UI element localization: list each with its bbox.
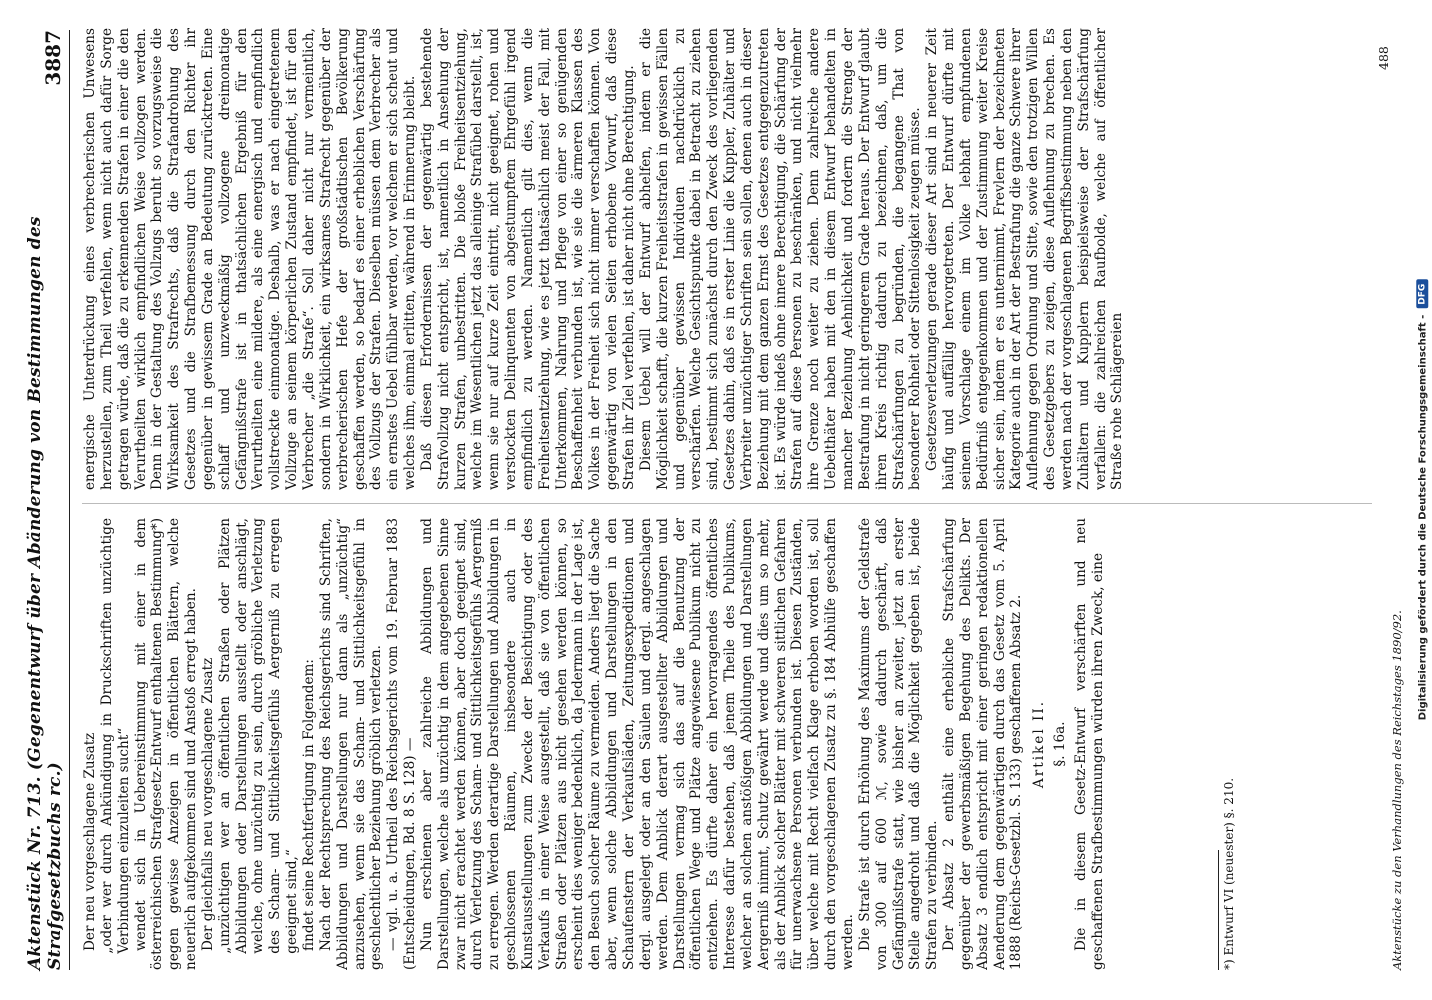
column-divider — [82, 503, 1372, 504]
running-title: Aktenstück Nr. 713. (Gegenentwurf über Abänderung von Bestimmungen des Strafgesetzbuchs rc.) — [25, 216, 65, 970]
page-number: 3887 — [41, 30, 65, 86]
left-paragraph: Der gleichfalls neu vorgeschlagene Zusatz — [199, 657, 216, 951]
left-paragraph: wendet sich in Uebereinstimmung mit einer in dem österreichischen Strafgesetz-Entwurf enthaltenen Bestimmung*) gegen gewisse Anzeigen in öffentlichen Blättern, welche neuerlich aufgekommen sind und Anstoß erregt haben. — [132, 518, 200, 970]
left-paragraph: „oder wer durch Ankündigung in Druckschriften unzüchtige Verbindungen einzuleiten sucht“ — [98, 518, 132, 954]
left-paragraph: Die in diesem Gesetz-Entwurf verschärften und neu geschaffenen Strafbestimmungen würden ihren Zweck, eine — [1072, 518, 1106, 970]
right-paragraph: energische Unterdrückung eines verbrecherischen Unwesens herzustellen, zum Theil verfehlen, wenn nicht auch dafür Sorge getragen würde, daß die zu erkennenden Strafen in einer die den Verurtheilten wirklich empfindlichen Weise vollzogen werden. Denn in der Gestaltung des Vollzugs beruht so vorzugsweise die Wirksamkeit des Strafrechts, daß die Strafandrohung des Gesetzes und die Strafbemessung durch den Richter ihr gegenüber in gewissem Grade an Bedeutung zurücktreten. Eine schlaff und unzweckmäßig vollzogene dreimonatige Gefängnißstrafe ist in thatsächlichen Ergebniß für den Verurtheilten eine mildere, als eine energisch und empfindlich vollstreckte einmonatige. Deshalb, was er nach eingetretenem Vollzuge an seinem körperlichen Zustand empfindet, ist für den Verbrecher „die Strafe“. Soll daher nicht nur vermeintlich, sondern in Wirklichkeit, ein wirksames Strafrecht gegenüber der verbrecherischen Hefe der großstädtischen Bevölkerung geschaffen werden, so bedarf es einer erheblichen Verschärfung des Vollzugs der Strafen. Dieselben müssen dem Verbrecher als ein ernstes Uebel fühlbar werden, vor welchem er sich scheut und welches ihm, einmal erlitten, während in Erinnerung bleibt. — [82, 28, 419, 490]
left-paragraph: Nun erschienen aber zahlreiche Abbildungen und Darstellungen, welche als unzüchtig in dem angegebenen Sinne zwar nicht erachtet werden können, aber doch geeignet sind, durch Verletzung des Scham- und Sittlichkeitsgefühls Aergerniß zu erregen. Werden derartige Darstellungen und Abbildungen in geschlossenen Räumen, insbesondere auch in Kunstausstellungen zum Zwecke der Besichtigung oder des Verkaufs in einer Weise ausgestellt, daß sie von öffentlichen Straßen oder Plätzen aus nicht gesehen werden können, so erscheint dies weniger bedenklich, da Jedermann in der Lage ist, den Besuch solcher Räume zu vermeiden. Anders liegt die Sache aber, wenn solche Abbildungen und Darstellungen in den Schaufenstern der Verkaufsläden, Zeitungsexpeditionen und dergl. ausgelegt oder an den Säulen und dergl. angeschlagen werden. Dem Anblick derart ausgestellter Abbildungen und Darstellungen vermag sich das auf die Benutzung der öffentlichen Wege und Plätze angewiesene Publikum nicht zu entziehen. Es dürfte daher ein hervorragendes öffentliches Interesse dafür bestehen, daß jenem Theile des Publikums, welcher an solchen anstößigen Abbildungen und Darstellungen Aergerniß nimmt, Schutz gewährt werde und dies um so mehr, als der Anblick solcher Blätter mit schweren sittlichen Gefahren für unerwachsene Personen verbunden ist. Diesen Zuständen, über welche mit Recht vielfach Klage erhoben worden ist, soll durch den vorgeschlagenen Zusatz zu §. 184 Abhülfe geschaffen werden. — [418, 518, 856, 970]
left-heading: Artikel II. — [1031, 699, 1048, 789]
left-paragraph: Der neu vorgeschlagene Zusatz — [82, 732, 98, 951]
signature-mark: 488 — [1376, 46, 1391, 70]
left-paragraph: findet seine Rechtfertigung in Folgendem: — [300, 659, 317, 951]
right-paragraph: Daß diesen Erfordernissen der gegenwärtig bestehende Strafvollzug nicht entspricht, ist, namentlich in Ansehung der kurzen Strafen, unbestritten. Die bloße Freiheitsentziehung, welche im Wesentlichen jetzt das alleinige Strafübel darstellt, ist, wenn sie nur auf kurze Zeit eintritt, nicht geeignet, rohen und verstockten Delinquenten von abgestumpftem Ehrgefühl irgend empfindlich zu werden. Namentlich gilt dies, wenn die Freiheitsentziehung, wie es jetzt thatsächlich meist der Fall, mit Unterkommen, Nahrung und Pflege von einer so genügenden Beschaffenheit verbunden ist, wie sie die ärmeren Klassen des Volkes in der Freiheit sich nicht immer verschaffen können. Von gegenwärtig von vielen Seiten erhobene Vorwurf, daß diese Strafen ihr Ziel verfehlen, ist daher nicht ohne Berechtigung. — [418, 28, 637, 490]
footnote: *) Entwurf VI (neuester) §. 210. — [1222, 777, 1236, 970]
right-paragraph: Diesem Uebel will der Entwurf abhelfen, indem er die Möglichkeit schafft, die kurzen Freiheitsstrafen in gewissen Fällen und gegenüber gewissen Individuen nachdrücklich zu verschärfen. Welche Gesichtspunkte dabei in Betracht zu ziehen sind, bestimmt sich zunächst durch den Zweck des vorliegenden Gesetzes dahin, daß es in erster Linie die Kuppler, Zuhälter und Verbreiter unzüchtiger Schriften sein sollen, denen auch in dieser Beziehung mit dem ganzen Ernst des Gesetzes entgegenzutreten ist. Es würde indeß ohne innere Berechtigung, die Schärfung der Strafen auf diese Personen zu beschränken, und nicht vielmehr ihre Grenze noch weiter zu ziehen. Denn zahlreiche andere Uebelthäter haben mit den in diesem Entwurf behandelten in mancher Beziehung Aehnlichkeit und fordern die Strenge der Bestrafung in nicht geringerem Grade heraus. Der Entwurf glaubt ihren Kreis richtig dadurch zu bezeichnen, daß, um die Strafschärfungen zu begründen, die begangene That von besonderer Rohheit oder Sittenlosigkeit zeugen müsse. — [637, 28, 924, 490]
left-subhead: §. 16a. — [1052, 721, 1069, 767]
dfg-logo-icon: DFG — [1416, 280, 1428, 309]
page-header — [25, 30, 70, 970]
left-column — [82, 518, 1382, 970]
left-paragraph: Der Absatz 2 enthält eine erhebliche Strafschärfung gegenüber der gewerbsmäßigen Begehung des Delikts. Der Absatz 3 endlich entspricht mit einer geringen redaktionellen Aenderung dem gegenwärtigen durch das Gesetz vom 5. April 1888 (Reichs-Gesetzbl. S. 133) geschaffenen Absatz 2. — [941, 518, 1025, 970]
left-paragraph: Die Strafe ist durch Erhöhung des Maximums der Geldstrafe von 300 auf 600 ℳ, sowie dadurch geschärft, daß Gefängnißstrafe statt, wie bisher an zweiter, jetzt an erster Stelle angedroht und daß die Möglichkeit gegeben ist, beide Strafen zu verbinden. — [856, 518, 941, 970]
right-paragraph: Gesetzesverletzungen gerade dieser Art sind in neuerer Zeit häufig und auffällig hervorgetreten. Der Entwurf dürfte mit seinem Vorschlage einem im Volke lebhaft empfundenen Bedürfniß entgegenkommen und der Zustimmung weiter Kreise sicher sein, indem er es unternimmt, Frevlern der bezeichneten Kategorie auch in der Art der Bestrafung die ganze Schwere ihrer Auflehnung gegen Ordnung und Sitte, sowie den trotzigen Willen des Gesetzgebers zu zeigen, diese Auflehnung zu brechen. Es werden nach der vorgeschlagenen Begriffsbestimmung neben den Zuhältern und Kupplern beispielsweise der Strafschärfung verfallen: die zahlreichen Raufbolde, welche auf öffentlicher Straße rohe Schlägereien — [924, 28, 1126, 490]
left-paragraph: — vgl. u. a. Urtheil des Reichsgerichts vom 19. Februar 1883 (Entscheidungen, Bd. 8 S. 128) — — [385, 518, 419, 970]
footnote-rule — [1218, 850, 1219, 970]
right-column — [82, 28, 1382, 490]
left-paragraph: Nach der Rechtsprechung des Reichsgerichts sind Schriften, Abbildungen und Darstellungen nur dann als „unzüchtig“ anzusehen, wenn sie das Scham- und Sittlichkeitsgefühl in geschlechtlicher Beziehung gröblich verletzen. — [317, 518, 385, 970]
credit-text: Digitalisierung gefördert durch die Deutsche Forschungsgemeinschaft - — [1416, 314, 1428, 721]
left-paragraph: „unzüchtigen wer an öffentlichen Straßen oder Plätzen Abbildungen oder Darstellungen ausstellt oder anschlägt, welche, ohne unzüchtig zu sein, durch gröbliche Verletzung des Scham- und Sittlichkeitsgefühls Aergerniß zu erregen geeignet sind,“ — [216, 518, 301, 954]
digitization-credit — [1412, 0, 1432, 1000]
page-footer-note: Aktenstücke zu den Verhandlungen des Reichstages 1890/92. — [1390, 610, 1404, 970]
